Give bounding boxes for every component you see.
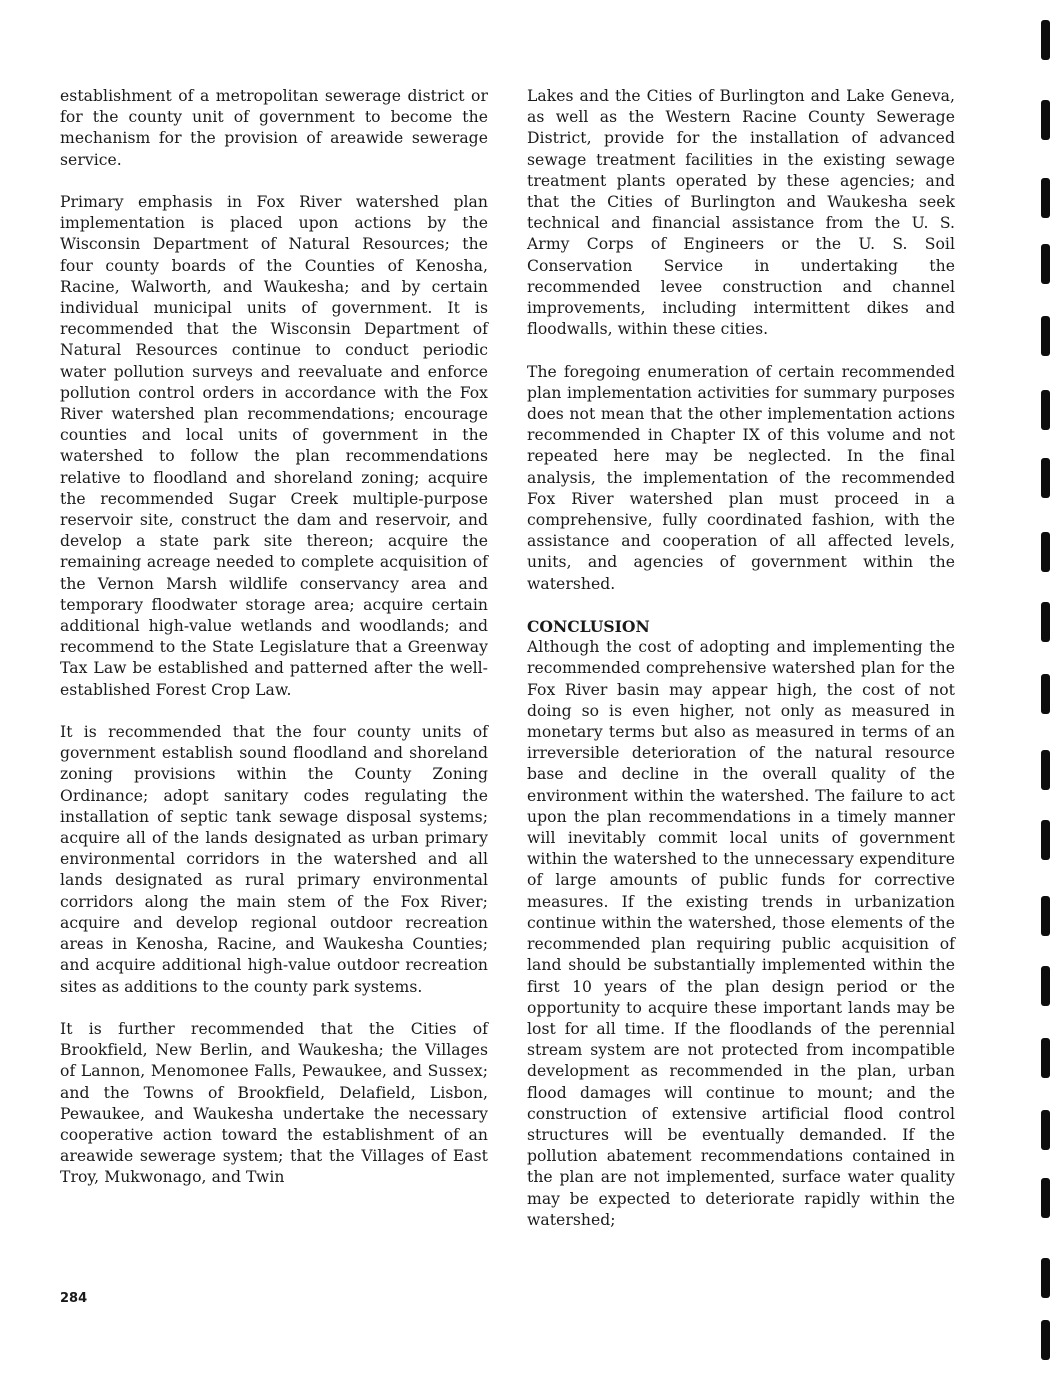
- edge-mark: [1041, 100, 1050, 140]
- edge-mark: [1041, 966, 1050, 1006]
- edge-mark: [1041, 458, 1050, 498]
- edge-mark: [1041, 1038, 1050, 1078]
- conclusion-paragraph: Although the cost of adopting and implementing the recommended comprehensive watershed plan for the Fox River basin may appear high, the cost of not doing so is even higher, not only as measured in monetary terms but also as measured in terms of an irreversible deterioration of the natural resource base and decline in the overall quality of the environment within the watershed. The failure to act upon the plan recommendations in a timely manner will inevitably commit local units of government within the watershed to the unnecessary expenditure of large amounts of public funds for corrective measures. If the existing trends in urbanization continue within the watershed, those elements of the recommended plan requiring public acquisition of land should be substantially implemented within the first 10 years of the plan design period or the opportunity to acquire these important lands may be lost for all time. If the floodlands of the perennial stream system are not protected from incompatible development as recommended in the plan, urban flood damages will continue to mount; and the construction of extensive artificial flood control structures will be eventually demanded. If the pollution abatement recommendations contained in the plan are not implemented, surface water quality may be expected to deteriorate rapidly within the watershed;: [527, 638, 955, 1229]
- paragraph-lakes-cities: Lakes and the Cities of Burlington and Lake Geneva, as well as the Western Racine County Sewerage District, provide for the installation of advanced sewage treatment facilities in the existing sewage treatment plants operated by these agencies; and that the Cities of Burlington and Waukesha seek technical and financial assistance from the U. S. Army Corps of Engineers or the U. S. Soil Conservation Service in undertaking the recommended levee construction and channel improvements, including intermittent dikes and floodwalls, within these cities.: [527, 87, 955, 339]
- edge-mark: [1041, 390, 1050, 430]
- binding-edge-marks: [1038, 20, 1050, 1379]
- paragraph-cities-villages: It is further recommended that the Cities of Brookfield, New Berlin, and Waukesha; the Villages of Lannon, Menomonee Falls, Pewaukee, and Sussex; and the Towns of Brookfield, Delafield, Lisbon, Pewaukee, and Waukesha undertake the necessary cooperative action toward the establishment of an areawide sewerage system; that the Villages of East Troy, Mukwonago, and Twin: [60, 1019, 488, 1187]
- edge-mark: [1041, 244, 1050, 284]
- paragraph-county-units: It is recommended that the four county units of government establish sound floodland and shoreland zoning provisions within the County Zoning Ordinance; adopt sanitary codes regulating the installation of septic tank sewage disposal systems; acquire all of the lands designated as urban primary environmental corridors in the watershed and all lands designated as rural primary environmental corridors along the main stem of the Fox River; acquire and develop regional outdoor recreation areas in Kenosha, Racine, and Waukesha Counties; and acquire additional high-value outdoor recreation sites as additions to the county park systems.: [60, 723, 488, 996]
- edge-mark: [1041, 674, 1050, 714]
- edge-mark: [1041, 178, 1050, 218]
- edge-mark: [1041, 896, 1050, 936]
- edge-mark: [1041, 820, 1050, 860]
- left-column: [60, 86, 488, 1210]
- paragraph-primary-emphasis: Primary emphasis in Fox River watershed plan implementation is placed upon actions by the Wisconsin Department of Natural Resources; the four county boards of the Counties of Kenosha, Racine, Walworth, and Waukesha; and by certain individual municipal units of government. It is recommended that the Wisconsin Department of Natural Resources continue to conduct periodic water pollution surveys and reevaluate and enforce pollution control orders in accordance with the Fox River watershed plan recommendations; encourage counties and local units of government in the watershed to follow the plan recommendations relative to floodland and shoreland zoning; acquire the recommended Sugar Creek multiple-purpose reservoir site, construct the dam and reservoir, and develop a state park site thereon; acquire the remaining acreage needed to complete acquisition of the Vernon Marsh wildlife conservancy area and temporary floodwater storage area; acquire certain additional high-value wetlands and woodlands; and recommend to the State Legislature that a Greenway Tax Law be established and patterned after the well-established Forest Crop Law.: [60, 193, 488, 699]
- edge-mark: [1041, 1178, 1050, 1218]
- page-number: 284: [60, 1291, 88, 1306]
- edge-mark: [1041, 1258, 1050, 1298]
- edge-mark: [1041, 532, 1050, 572]
- edge-mark: [1041, 1110, 1050, 1150]
- edge-mark: [1041, 1320, 1050, 1360]
- edge-mark: [1041, 316, 1050, 356]
- right-column: [527, 86, 955, 1252]
- edge-mark: [1041, 602, 1050, 642]
- edge-mark: [1041, 750, 1050, 790]
- paragraph-foregoing-enumeration: The foregoing enumeration of certain recommended plan implementation activities for summary purposes does not mean that the other implementation actions recommended in Chapter IX of this volume and not repeated here may be neglected. In the final analysis, the implementation of the recommended Fox River watershed plan must proceed in a comprehensive, fully coordinated fashion, with the assistance and cooperation of all affected levels, units, and agencies of government within the watershed.: [527, 362, 955, 593]
- paragraph-sewerage-district: establishment of a metropolitan sewerage district or for the county unit of government to become the mechanism for the provision of areawide sewerage service.: [60, 87, 488, 169]
- edge-mark: [1041, 20, 1050, 60]
- conclusion-heading: CONCLUSION: [527, 617, 650, 637]
